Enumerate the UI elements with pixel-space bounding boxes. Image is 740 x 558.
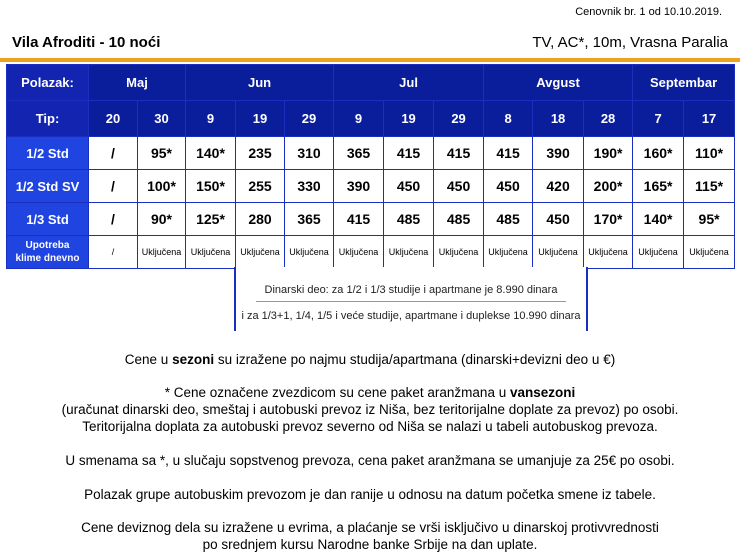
header-divider [0, 58, 740, 62]
month-august: Avgust [484, 65, 633, 101]
date-cell: 20 [89, 101, 138, 137]
bus-departure-note: Polazak grupe autobuskim prevozom je dan ranije u odnosu na datum početka smene iz tabele. [84, 487, 656, 502]
price-cell: 485 [384, 203, 434, 236]
season-note-text-end: su izražene po najmu studija/apartmana (dinarski+devizni deo u €) [214, 352, 616, 367]
price-cell: 95* [138, 137, 186, 170]
date-cell: 19 [236, 101, 285, 137]
price-cell: 200* [584, 170, 633, 203]
date-cell: 29 [434, 101, 484, 137]
date-cell: 28 [584, 101, 633, 137]
ac-cell: Uključena [633, 236, 684, 269]
date-cell: 8 [484, 101, 533, 137]
offseason-note-text: * Cene označene zvezdicom su cene paket aranžmana u [164, 385, 510, 400]
price-cell: / [89, 170, 138, 203]
season-price-note [0, 351, 740, 368]
price-cell: 255 [236, 170, 285, 203]
date-cell: 9 [186, 101, 236, 137]
ac-cell: / [89, 236, 138, 269]
offseason-note-line3: Teritorijalna doplata za autobuski prevoz severno od Niša se nalazi u tabeli autobuskog prevoza. [82, 419, 658, 434]
ac-cell: Uključena [584, 236, 633, 269]
ac-label-line1: Upotreba [25, 240, 70, 251]
price-cell: 140* [186, 137, 236, 170]
price-cell: 90* [138, 203, 186, 236]
price-cell: 450 [484, 170, 533, 203]
dinar-note-divider [256, 301, 566, 302]
currency-note-line1: Cene deviznog dela su izražene u evrima, a plaćanje se vrši isključivo u dinarskoj protivvrednosti [81, 520, 659, 535]
ac-cell: Uključena [138, 236, 186, 269]
price-cell: 160* [633, 137, 684, 170]
ac-cell: Uključena [434, 236, 484, 269]
price-cell: 420 [533, 170, 584, 203]
month-june: Jun [186, 65, 334, 101]
season-note-text: Cene u [124, 352, 173, 367]
date-cell: 30 [138, 101, 186, 137]
month-september: Septembar [633, 65, 735, 101]
table-row-half-std-sv [7, 170, 735, 203]
ac-cell: Uključena [384, 236, 434, 269]
offseason-note-line1 [0, 384, 740, 401]
row-label: 1/3 Std [7, 203, 89, 236]
ac-cell: Uključena [186, 236, 236, 269]
date-header-row [7, 101, 735, 137]
price-cell: 310 [285, 137, 334, 170]
ac-cell: Uključena [684, 236, 735, 269]
ac-cell: Uključena [285, 236, 334, 269]
price-cell: 365 [285, 203, 334, 236]
month-may: Maj [89, 65, 186, 101]
season-note-emphasis: sezoni [172, 352, 215, 367]
price-cell: 190* [584, 137, 633, 170]
table-row-half-std [7, 137, 735, 170]
date-cell: 19 [384, 101, 434, 137]
ac-label-line2: klime dnevno [15, 253, 80, 264]
offseason-note-line2: (uračunat dinarski deo, smeštaj i autobuski prevoz iz Niša, bez teritorijalne doplate za prevoz) po osobi. [61, 402, 679, 417]
type-label: Tip: [7, 101, 89, 137]
price-cell: 365 [334, 137, 384, 170]
price-cell: 415 [384, 137, 434, 170]
price-cell: 390 [533, 137, 584, 170]
price-list-number: Cenovnik br. 1 od 10.10.2019. [575, 6, 722, 18]
ac-cell: Uključena [334, 236, 384, 269]
date-cell: 7 [633, 101, 684, 137]
currency-note-line2: po srednjem kursu Narodne banke Srbije na dan uplate. [202, 537, 538, 552]
row-label: 1/2 Std [7, 137, 89, 170]
date-cell: 17 [684, 101, 735, 137]
price-cell: 95* [684, 203, 735, 236]
table-row-ac-usage [7, 236, 735, 269]
dinar-note-box [234, 267, 588, 331]
price-cell: 125* [186, 203, 236, 236]
page-title: Vila Afroditi - 10 noći [12, 34, 161, 51]
departure-label: Polazak: [7, 65, 89, 101]
price-cell: 115* [684, 170, 735, 203]
price-cell: 235 [236, 137, 285, 170]
price-cell: 170* [584, 203, 633, 236]
price-cell: 390 [334, 170, 384, 203]
table-row-third-std [7, 203, 735, 236]
price-cell: 485 [434, 203, 484, 236]
price-cell: 485 [484, 203, 533, 236]
price-cell: 450 [384, 170, 434, 203]
month-header-row [7, 65, 735, 101]
date-cell: 9 [334, 101, 384, 137]
price-table [6, 64, 735, 269]
dinar-note-line1: Dinarski deo: za 1/2 i 1/3 studije i apartmane je 8.990 dinara [264, 284, 558, 296]
price-cell: 140* [633, 203, 684, 236]
row-label [7, 236, 89, 269]
month-july: Jul [334, 65, 484, 101]
price-cell: 165* [633, 170, 684, 203]
ac-cell: Uključena [236, 236, 285, 269]
price-cell: 415 [434, 137, 484, 170]
price-cell: 415 [334, 203, 384, 236]
own-transport-note: U smenama sa *, u slučaju sopstvenog prevoza, cena paket aranžmana se umanjuje za 25€ po osobi. [65, 453, 675, 468]
date-cell: 29 [285, 101, 334, 137]
price-cell: / [89, 137, 138, 170]
price-cell: 100* [138, 170, 186, 203]
price-cell: 415 [484, 137, 533, 170]
price-cell: 450 [533, 203, 584, 236]
date-cell: 18 [533, 101, 584, 137]
row-label: 1/2 Std SV [7, 170, 89, 203]
ac-cell: Uključena [533, 236, 584, 269]
price-cell: / [89, 203, 138, 236]
price-cell: 280 [236, 203, 285, 236]
ac-cell: Uključena [484, 236, 533, 269]
dinar-note-line2: i za 1/3+1, 1/4, 1/5 i veće studije, apartmane i duplekse 10.990 dinara [241, 310, 581, 322]
price-cell: 150* [186, 170, 236, 203]
accommodation-features: TV, AC*, 10m, Vrasna Paralia [532, 34, 728, 51]
price-cell: 330 [285, 170, 334, 203]
price-cell: 110* [684, 137, 735, 170]
price-cell: 450 [434, 170, 484, 203]
offseason-note-emphasis: vansezoni [509, 385, 576, 400]
